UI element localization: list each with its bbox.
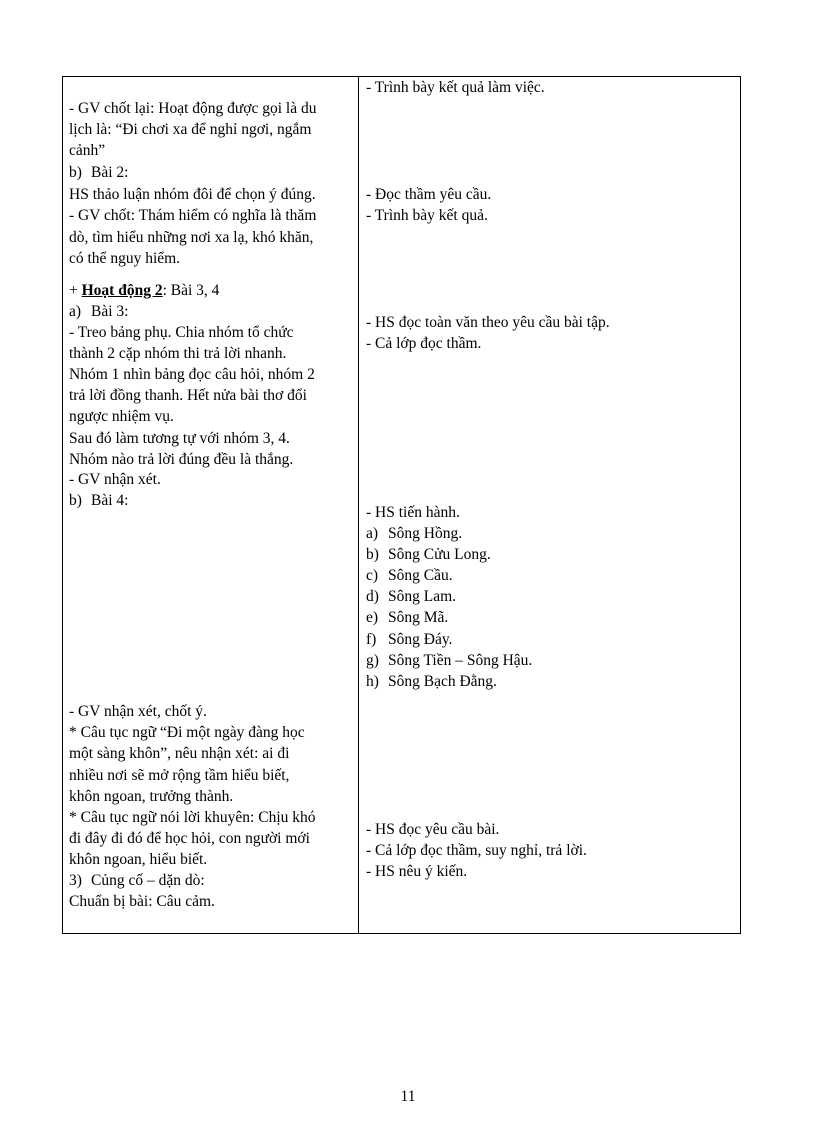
ca-lop-doc-tham: - Cả lớp đọc thầm. [366,335,482,352]
hoat-dong-2-title: Hoạt động 2 [81,282,163,299]
gv-tham-hiem-line-3: có thể nguy hiểm. [69,250,181,267]
cung-co-label: Củng cố – dặn dò: [91,872,205,889]
bai-2-hs-line: HS thảo luận nhóm đôi để chọn ý đúng. [69,186,316,203]
gv-chot-line-2: lịch là: “Đi chơi xa để nghỉ ngơi, ngắm [69,121,312,138]
hoat-dong-2-heading [69,281,219,302]
river-name: Sông Bạch Đằng. [388,673,497,690]
river-item [366,608,448,629]
river-name: Sông Cửu Long. [388,546,491,563]
river-name: Sông Hồng. [388,525,463,542]
river-item [366,587,456,608]
list-marker: a) [366,525,379,542]
river-name: Sông Lam. [388,588,457,605]
cung-co-heading [69,871,205,892]
gv-nhan-xet-chot-line: - GV nhận xét, chốt ý. [69,703,207,720]
gv-nhan-xet-line: - GV nhận xét. [69,471,161,488]
bai-3-heading [69,302,128,323]
list-marker: e) [366,609,379,626]
hoat-dong-2-suffix: : Bài 3, 4 [162,282,220,299]
lesson-table [62,76,741,934]
list-marker: b) [69,164,82,181]
sau-do-line: Sau đó làm tương tự với nhóm 3, 4. [69,430,290,447]
bai-4-heading [69,491,128,512]
list-marker: 3) [69,872,82,889]
column-divider [358,77,359,933]
list-marker: g) [366,652,379,669]
bai-2-heading [69,163,128,184]
bai-3-label: Bài 3: [91,303,129,320]
list-marker: b) [69,492,82,509]
hs-tien-hanh: - HS tiến hành. [366,504,460,521]
river-name: Sông Cầu. [388,567,453,584]
treo-line-5: ngược nhiệm vụ. [69,408,174,425]
hs-doc-yeu-cau-bai: - HS đọc yêu cầu bài. [366,821,500,838]
hs-neu-y-kien: - HS nêu ý kiến. [366,863,468,880]
river-item [366,545,491,566]
loi-khuyen-line-2: đi đây đi đó để học hỏi, con người mới [69,830,310,847]
cau-tuc-ngu-line-1: * Câu tục ngữ “Đi một ngày đàng học [69,724,305,741]
river-name: Sông Đáy. [388,631,453,648]
doc-tham-yeu-cau: - Đọc thầm yêu cầu. [366,186,492,203]
list-marker: d) [366,588,379,605]
gv-chot-line-3: cảnh” [69,142,106,159]
gv-tham-hiem-line-2: dò, tìm hiểu những nơi xa lạ, khó khăn, [69,229,314,246]
chuan-bi-line: Chuẩn bị bài: Câu cảm. [69,893,215,910]
treo-line-1: - Treo bảng phụ. Chia nhóm tổ chức [69,324,294,341]
list-marker: c) [366,567,379,584]
page-number: 11 [400,1088,416,1105]
loi-khuyen-line-1: * Câu tục ngữ nói lời khuyên: Chịu khó [69,809,316,826]
river-item [366,524,462,545]
bai-4-label: Bài 4: [91,492,129,509]
list-marker: h) [366,673,379,690]
ca-lop-suy-nghi: - Cả lớp đọc thầm, suy nghỉ, trả lời. [366,842,587,859]
river-item [366,630,452,651]
trinh-bay-ket-qua: - Trình bày kết quả. [366,207,488,224]
cau-tuc-ngu-line-3: nhiều nơi sẽ mở rộng tầm hiểu biết, [69,767,290,784]
hs-doc-toan-van: - HS đọc toàn văn theo yêu cầu bài tập. [366,314,610,331]
treo-line-2: thành 2 cặp nhóm thi trả lời nhanh. [69,345,287,362]
bai-2-label: Bài 2: [91,164,129,181]
cau-tuc-ngu-line-2: một sàng khôn”, nêu nhận xét: ai đi [69,745,290,762]
river-item [366,651,532,672]
gv-tham-hiem-line-1: - GV chốt: Thám hiểm có nghĩa là thăm [69,207,317,224]
loi-khuyen-line-3: khôn ngoan, hiểu biết. [69,851,208,868]
river-item [366,566,453,587]
treo-line-3: Nhóm 1 nhìn bảng đọc câu hỏi, nhóm 2 [69,366,315,383]
nhom-nao-line: Nhóm nào trả lời đúng đều là thắng. [69,451,294,468]
treo-line-4: trả lời đồng thanh. Hết nửa bài thơ đổi [69,387,307,404]
gv-chot-line-1: - GV chốt lại: Hoạt động được gọi là du [69,100,317,117]
river-item [366,672,497,693]
trinh-bay-ket-qua-lam-viec: - Trình bày kết quả làm việc. [366,79,545,96]
river-name: Sông Tiền – Sông Hậu. [388,652,533,669]
cau-tuc-ngu-line-4: khôn ngoan, trưởng thành. [69,788,234,805]
list-marker: b) [366,546,379,563]
river-name: Sông Mã. [388,609,449,626]
list-marker: a) [69,303,82,320]
list-marker: f) [366,631,377,648]
plus-marker: + [69,282,82,299]
